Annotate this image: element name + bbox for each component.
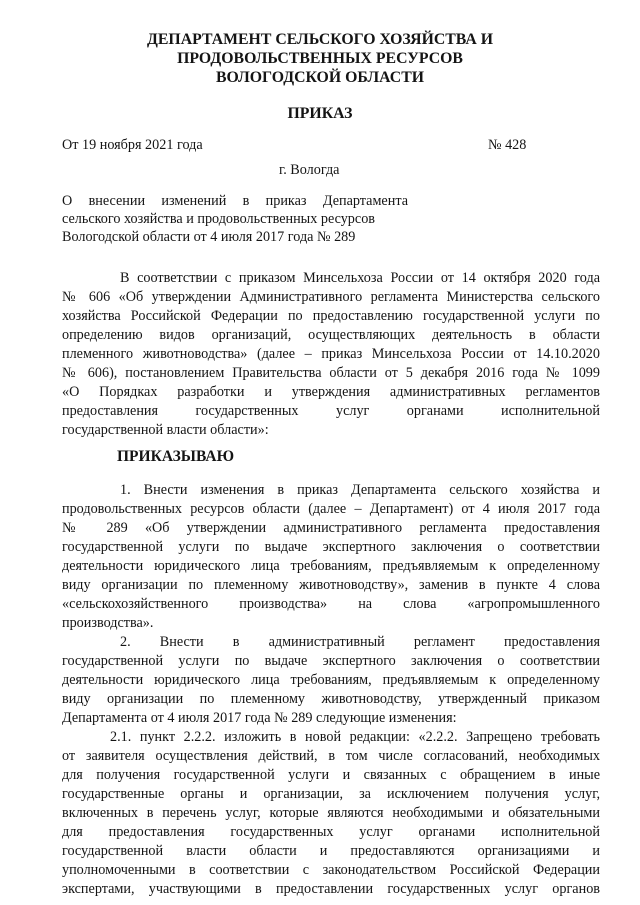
subject-line: сельского хозяйства и продовольственных ресурсов [62, 211, 375, 227]
document-city: г. Вологда [279, 162, 340, 178]
body-line: 2.1. пункт 2.2.2. изложить в новой редакции: «2.2.2. Запрещено требовать [110, 729, 600, 745]
preamble-line: «О Порядках разработки и утверждения административных регламентов [62, 384, 600, 400]
preamble-line: государственной власти области»: [62, 422, 269, 438]
body-line: «сельскохозяйственного производства» на слова «агропромышленного [62, 596, 600, 612]
document-date: От 19 ноября 2021 года [62, 137, 203, 153]
subject-line: Вологодской области от 4 июля 2017 года № 289 [62, 229, 356, 245]
body-line: № 289 «Об утверждении административного регламента предоставления [62, 520, 600, 536]
body-line: виду организации по племенному животноводству, утвержденный приказом [62, 691, 600, 707]
body-line: 1. Внести изменения в приказ Департамента сельского хозяйства и [120, 482, 600, 498]
preamble-line: предоставления государственных услуг органами исполнительной [62, 403, 600, 419]
body-line: уполномоченными в соответствии с законодательством Российской Федерации [62, 862, 600, 878]
body-line: деятельности юридического лица требованиям, предъявляемым к определенному [62, 672, 600, 688]
body-line: экспертами, участвующими в предоставлении государственных услуг органов [62, 881, 600, 897]
body-line: для предоставления государственных услуг органами исполнительной [62, 824, 600, 840]
body-line: для получения государственной услуги и связанных с обращением в иные [62, 767, 600, 783]
preamble-line: № 606), постановлением Правительства области от 5 декабря 2016 года № 1099 [62, 365, 600, 381]
preamble-line: определению видов организаций, осуществляющих деятельность в области [62, 327, 600, 343]
body-line: производства». [62, 615, 154, 631]
org-name-line-2: ПРОДОВОЛЬСТВЕННЫХ РЕСУРСОВ [177, 50, 463, 67]
preamble-line: № 606 «Об утверждении Административного регламента Министерства сельского [62, 289, 600, 305]
subject-line: О внесении изменений в приказ Департамента [62, 193, 408, 209]
body-line: государственной услуги по выдаче экспертного заключения о соответствии [62, 539, 600, 555]
body-line: 2. Внести в административный регламент предоставления [120, 634, 600, 650]
body-line: виду организации по племенному животноводству», заменив в пункте 4 слова [62, 577, 600, 593]
order-heading: ПРИКАЗЫВАЮ [117, 448, 235, 465]
body-line: Департамента от 4 июля 2017 года № 289 следующие изменения: [62, 710, 457, 726]
document-type: ПРИКАЗ [287, 105, 353, 122]
body-line: государственной услуги по выдаче экспертного заключения о соответствии [62, 653, 600, 669]
body-line: продовольственных ресурсов области (далее – Департамент) от 4 июля 2017 года [62, 501, 600, 517]
body-line: деятельности юридического лица требованиям, предъявляемым к определенному [62, 558, 600, 574]
org-name-line-1: ДЕПАРТАМЕНТ СЕЛЬСКОГО ХОЗЯЙСТВА И [147, 31, 493, 48]
body-line: государственной власти области и предоставляются организациями и [62, 843, 600, 859]
body-line: государственные органы и организации, за исключением получения услуг, [62, 786, 600, 802]
body-line: от заявителя осуществления действий, в том числе согласований, необходимых [62, 748, 600, 764]
document-number: № 428 [488, 137, 527, 153]
body-line: включенных в перечень услуг, которые являются необходимыми и обязательными [62, 805, 600, 821]
preamble-line: В соответствии с приказом Минсельхоза России от 14 октября 2020 года [120, 270, 600, 286]
preamble-line: хозяйства Российской Федерации по предоставлению государственной услуги по [62, 308, 600, 324]
org-name-line-3: ВОЛОГОДСКОЙ ОБЛАСТИ [215, 69, 425, 86]
preamble-line: племенного животноводства» (далее – приказ Минсельхоза России от 14.10.2020 [62, 346, 600, 362]
